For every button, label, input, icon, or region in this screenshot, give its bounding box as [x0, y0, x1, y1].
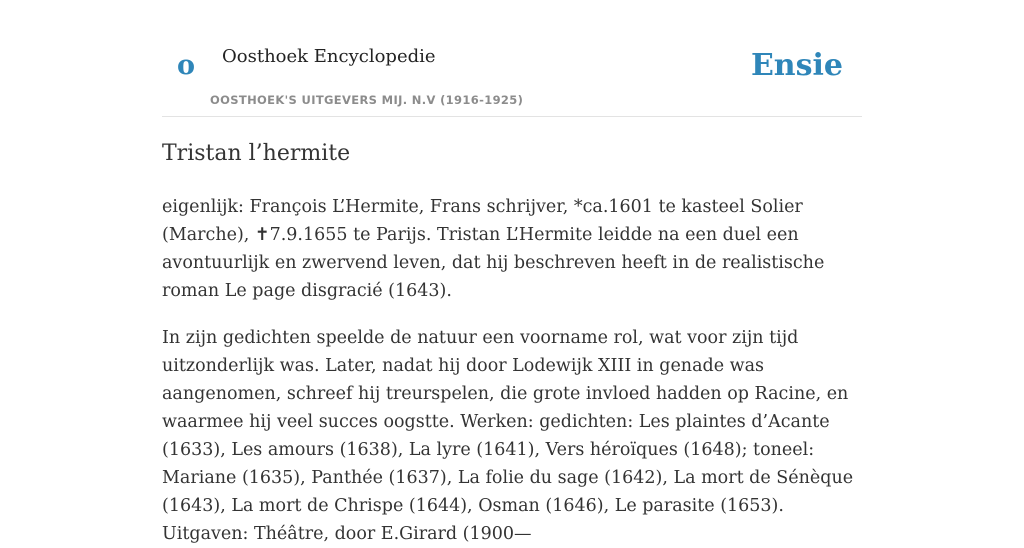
site-header: [162, 0, 862, 117]
site-logo[interactable]: o: [177, 50, 196, 81]
article: [162, 139, 862, 548]
ensie-brand-link[interactable]: Ensie: [750, 48, 843, 83]
article-paragraph: eigenlijk: François L’Hermite, Frans schrijver, *ca.1601 te kasteel Solier (Marche), ✝7.9.1655 te Parijs. Tristan L’Hermite leidde na een duel een avontuurlijk en zwervend leven, dat hij beschreven heeft in de realistische roman Le page disgracié (1643).: [162, 196, 825, 301]
article-paragraph: In zijn gedichten speelde de natuur een voorname rol, wat voor zijn tijd uitzonderlijk was. Later, nadat hij door Lodewijk XIII in genade was aangenomen, schreef hij treurspelen, die grote invloed hadden op Racine, en waarmee hij veel succes oogstte. Werken: gedichten: Les plaintes d’Acante (1633), Les amours (1638), La lyre (1641), Vers héroïques (1648); toneel: Mariane (1635), Panthée (1637), La folie du sage (1642), La mort de Sénèque (1643), La mort de Chrispe (1644), Osman (1646), Le parasite (1653). Uitgaven: Théâtre, door E.Girard (1900—: [162, 327, 854, 544]
article-title: Tristan l’hermite: [162, 141, 351, 166]
site-title[interactable]: Oosthoek Encyclopedie: [222, 46, 436, 67]
publisher-subtitle: OOSTHOEK'S UITGEVERS MIJ. N.V (1916-1925): [210, 93, 524, 107]
